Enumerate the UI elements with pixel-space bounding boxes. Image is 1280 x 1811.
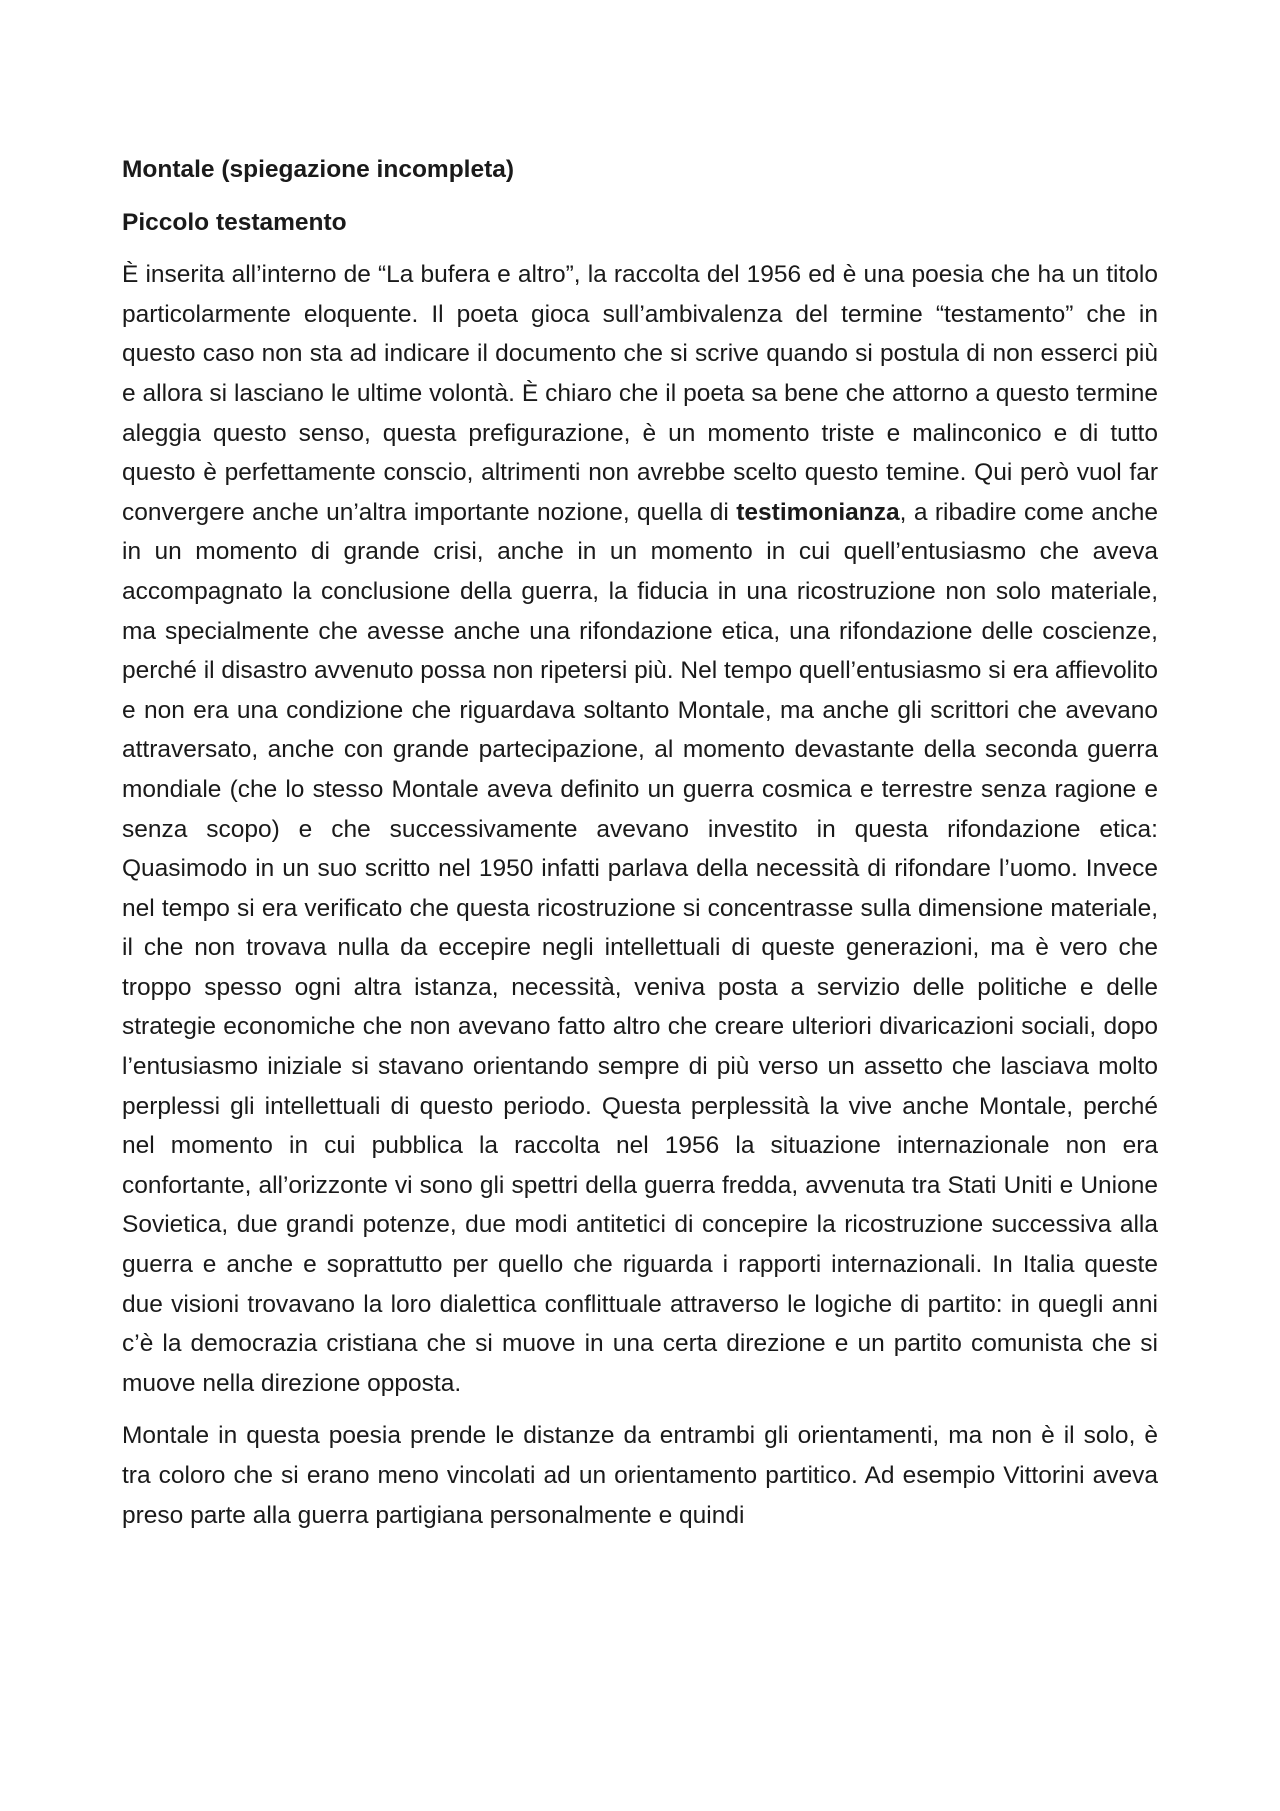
body-paragraph-1 — [122, 255, 1158, 1403]
body-paragraph-2: Montale in questa poesia prende le distanze da entrambi gli orientamenti, ma non è il solo, è tra coloro che si erano meno vincolati ad un orientamento partitico. Ad esempio Vittorini aveva preso parte alla guerra partigiana personalmente e quindi — [122, 1422, 1158, 1529]
bold-term-testimonianza: testimonianza — [736, 498, 900, 526]
document-subtitle: Piccolo testamento — [122, 208, 347, 236]
paragraph-1-text-a: È inserita all’interno de “La bufera e altro”, la raccolta del 1956 ed è una poesia che ha un titolo particolarmente eloquente. Il poeta gioca sull’ambivalenza del termine “testamento” che in questo caso non sta ad indicare il documento che si scrive quando si postula di non esserci più e allora si lasciano le ultime volontà. È chiaro che il poeta sa bene che attorno a questo termine aleggia questo senso, questa prefigurazione, è un momento triste e malinconico e di tutto questo è perfettamente conscio, altrimenti non avrebbe scelto questo temine. Qui però vuol far convergere anche un’altra importante nozione, quella di — [122, 261, 1158, 526]
document-title: Montale (spiegazione incompleta) — [122, 156, 515, 183]
document-page — [122, 150, 1158, 1535]
paragraph-1-text-b: , a ribadire come anche in un momento di grande crisi, anche in un momento in cui quell’entusiasmo che aveva accompagnato la conclusione della guerra, la fiducia in una ricostruzione non solo materiale, ma specialmente che avesse anche una rifondazione etica, una rifondazione delle coscienze, perché il disastro avvenuto possa non ripetersi più. Nel tempo quell’entusiasmo si era affievolito e non era una condizione che riguardava soltanto Montale, ma anche gli scrittori che avevano attraversato, anche con grande partecipazione, al momento devastante della seconda guerra mondiale (che lo stesso Montale aveva definito un guerra cosmica e terrestre senza ragione e senza scopo) e che successivamente avevano investito in questa rifondazione etica: Quasimodo in un suo scritto nel 1950 infatti parlava della necessità di rifondare l’uomo. Invece nel tempo si era verificato che questa ricostruzione si concentrasse sulla dimensione materiale, il che non trovava nulla da eccepire negli intellettuali di queste generazioni, ma è vero che troppo spesso ogni altra istanza, necessità, veniva posta a servizio delle politiche e delle strategie economiche che non avevano fatto altro che creare ulteriori divaricazioni sociali, dopo l’entusiasmo iniziale si stavano orientando sempre di più verso un assetto che lasciava molto perplessi gli intellettuali di questo periodo. Questa perplessità la vive anche Montale, perché nel momento in cui pubblica la raccolta nel 1956 la situazione internazionale non era confortante, all’orizzonte vi sono gli spettri della guerra fredda, avvenuta tra Stati Uniti e Unione Sovietica, due grandi potenze, due modi antitetici di concepire la ricostruzione successiva alla guerra e anche e soprattutto per quello che riguarda i rapporti internazionali. In Italia queste due visioni trovavano la loro dialettica conflittuale attraverso le logiche di partito: in quegli anni c’è la democrazia cristiana che si muove in una certa direzione e un partito comunista che si muove nella direzione opposta. — [122, 498, 1159, 1397]
